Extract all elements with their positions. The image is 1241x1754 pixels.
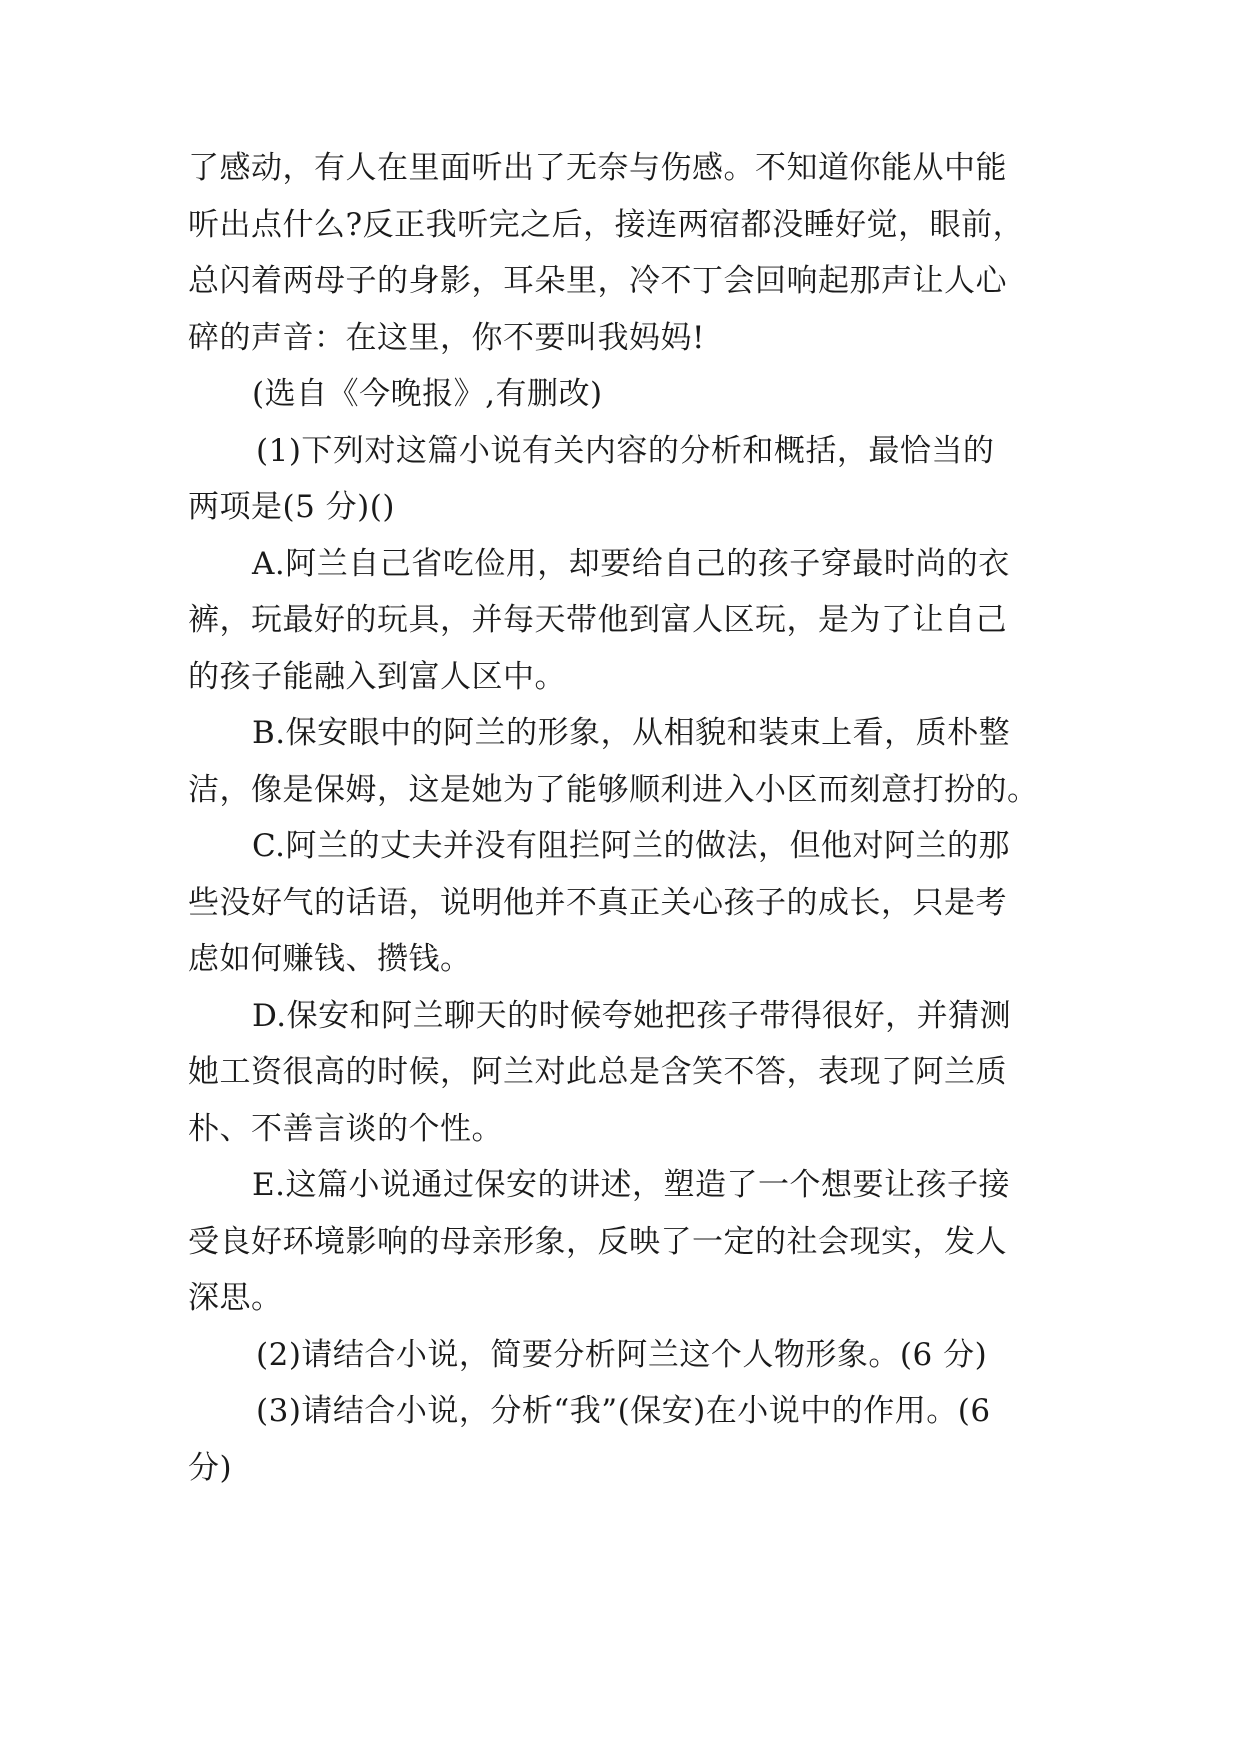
question-3-stem: 分) [188, 1450, 233, 1486]
passage-line: 碎的声音：在这里，你不要叫我妈妈! [188, 320, 705, 356]
question-1-stem: 两项是(5 分)() [188, 489, 395, 525]
passage-line: 听出点什么?反正我听完之后，接连两宿都没睡好觉，眼前， [188, 207, 1025, 243]
option-a: 的孩子能融入到富人区中。 [188, 659, 566, 695]
option-b: 洁，像是保姆，这是她为了能够顺利进入小区而刻意打扮的。 [188, 772, 1039, 808]
question-3-stem: (3)请结合小说，分析“我”(保安)在小说中的作用。(6 [256, 1393, 991, 1429]
option-d: D.保安和阿兰聊天的时候夸她把孩子带得很好，并猜测 [252, 998, 1012, 1034]
passage-source: (选自《今晚报》,有删改) [252, 376, 603, 412]
option-b: B.保安眼中的阿兰的形象，从相貌和装束上看，质朴整 [252, 715, 1011, 751]
question-2-stem: (2)请结合小说，简要分析阿兰这个人物形象。(6 分) [256, 1337, 988, 1373]
option-a: 裤，玩最好的玩具，并每天带他到富人区玩，是为了让自己 [188, 602, 1007, 638]
option-c: C.阿兰的丈夫并没有阻拦阿兰的做法，但他对阿兰的那 [252, 828, 1010, 864]
option-e: 深思。 [188, 1280, 283, 1316]
option-d: 她工资很高的时候，阿兰对此总是含笑不答，表现了阿兰质 [188, 1054, 1007, 1090]
passage-line: 总闪着两母子的身影，耳朵里，冷不丁会回响起那声让人心 [188, 263, 1007, 299]
option-d: 朴、不善言谈的个性。 [188, 1111, 503, 1147]
option-e: 受良好环境影响的母亲形象，反映了一定的社会现实，发人 [188, 1224, 1007, 1260]
question-1-stem: (1)下列对这篇小说有关内容的分析和概括，最恰当的 [256, 433, 995, 469]
option-c: 些没好气的话语，说明他并不真正关心孩子的成长，只是考 [188, 885, 1007, 921]
option-c: 虑如何赚钱、攒钱。 [188, 941, 472, 977]
passage-line: 了感动，有人在里面听出了无奈与伤感。不知道你能从中能 [188, 150, 1007, 186]
option-a: A.阿兰自己省吃俭用，却要给自己的孩子穿最时尚的衣 [252, 546, 1010, 582]
option-e: E.这篇小说通过保安的讲述，塑造了一个想要让孩子接 [252, 1167, 1010, 1203]
